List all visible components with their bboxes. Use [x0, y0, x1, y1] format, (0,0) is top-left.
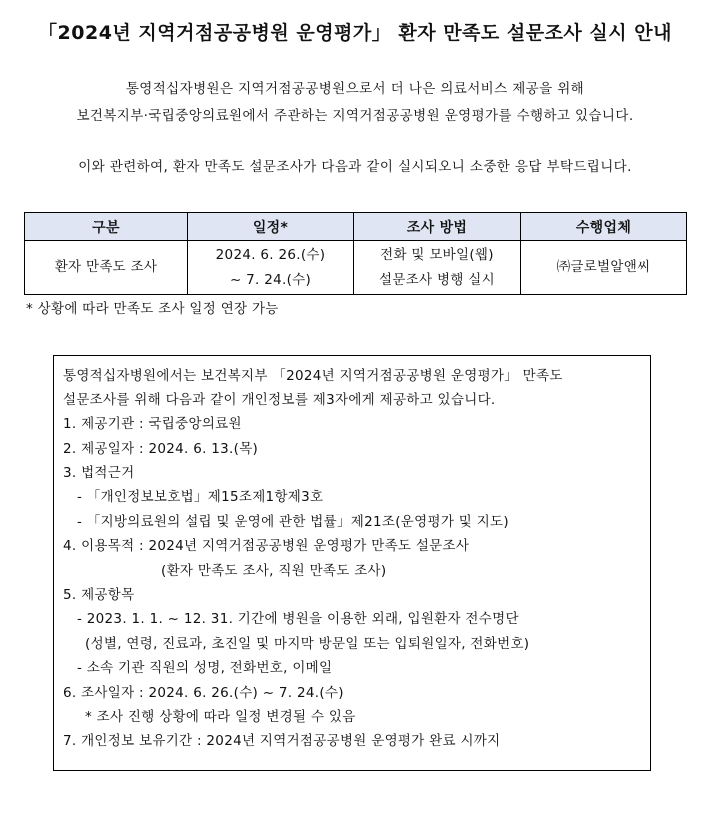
page-title: 「2024년 지역거점공공병원 운영평가」 환자 만족도 설문조사 실시 안내 — [38, 22, 672, 44]
notice-line: - 「개인정보보호법」제15조제1항제3호 — [77, 489, 324, 505]
notice-line: 6. 조사일자 : 2024. 6. 26.(수) ~ 7. 24.(수) — [63, 685, 344, 701]
notice-line: (환자 만족도 조사, 직원 만족도 조사) — [161, 563, 387, 579]
notice-line: * 조사 진행 상황에 따라 일정 변경될 수 있음 — [85, 709, 356, 725]
notice-line: - 「지방의료원의 설립 및 운영에 관한 법률」제21조(운영평가 및 지도) — [77, 514, 509, 530]
schedule-table — [24, 212, 687, 295]
notice-line: - 2023. 1. 1. ~ 12. 31. 기간에 병원을 이용한 외래, 입원환자 전수명단 — [77, 611, 519, 627]
notice-line: 4. 이용목적 : 2024년 지역거점공공병원 운영평가 만족도 설문조사 — [63, 538, 470, 554]
table-header-row — [25, 213, 687, 241]
cell-schedule — [188, 241, 354, 295]
notice-line: (성별, 연령, 진료과, 초진일 및 마지막 방문일 또는 입퇴원일자, 전화번호) — [85, 636, 530, 652]
cell-vendor: ㈜글로벌알앤씨 — [521, 241, 687, 295]
table-row — [25, 241, 687, 295]
method-line-2: 설문조사 병행 실시 — [379, 271, 495, 288]
notice-line: 2. 제공일자 : 2024. 6. 13.(목) — [63, 441, 259, 457]
notice-line: 5. 제공항목 — [63, 587, 135, 603]
schedule-note: * 상황에 따라 만족도 조사 일정 연장 가능 — [26, 301, 279, 317]
privacy-notice-box — [53, 355, 651, 771]
notice-line: - 소속 기관 직원의 성명, 전화번호, 이메일 — [77, 660, 333, 676]
intro-line-2: 보건복지부·국립중앙의료원에서 주관하는 지역거점공공병원 운영평가를 수행하고 있습니다. — [76, 108, 634, 124]
intro-line-1: 통영적십자병원은 지역거점공공병원으로서 더 나은 의료서비스 제공을 위해 — [125, 81, 585, 97]
method-line-1: 전화 및 모바일(웹) — [380, 246, 494, 263]
header-method: 조사 방법 — [354, 213, 521, 241]
schedule-end: ~ 7. 24.(수) — [229, 271, 312, 288]
intro-line-3: 이와 관련하여, 환자 만족도 설문조사가 다음과 같이 실시되오니 소중한 응답 부탁드립니다. — [78, 159, 632, 175]
schedule-start: 2024. 6. 26.(수) — [215, 246, 326, 263]
header-category: 구분 — [25, 213, 188, 241]
cell-method — [354, 241, 521, 295]
notice-line: 통영적십자병원에서는 보건복지부 「2024년 지역거점공공병원 운영평가」 만족도 — [63, 368, 563, 384]
header-vendor: 수행업체 — [521, 213, 687, 241]
notice-line: 설문조사를 위해 다음과 같이 개인정보를 제3자에게 제공하고 있습니다. — [63, 392, 496, 408]
cell-category: 환자 만족도 조사 — [25, 241, 188, 295]
notice-line: 1. 제공기관 : 국립중앙의료원 — [63, 416, 242, 432]
header-schedule: 일정* — [188, 213, 354, 241]
notice-line: 7. 개인정보 보유기간 : 2024년 지역거점공공병원 운영평가 완료 시까지 — [63, 733, 501, 749]
notice-line: 3. 법적근거 — [63, 465, 135, 481]
